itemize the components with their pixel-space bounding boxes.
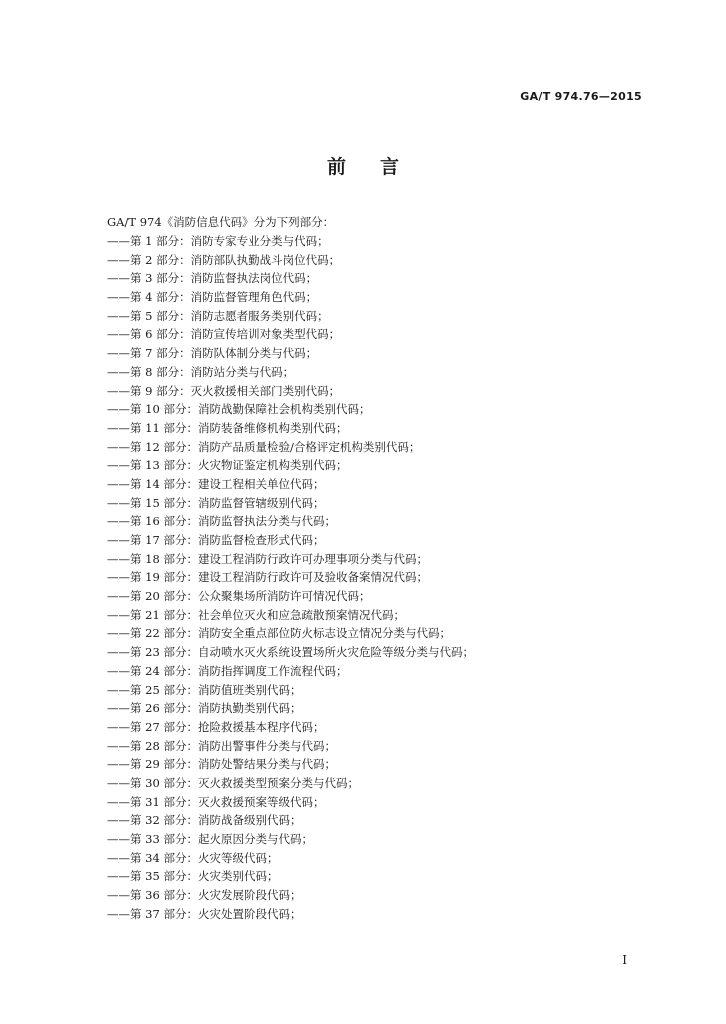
- list-item: ——第 6 部分：消防宣传培训对象类型代码；: [107, 327, 341, 342]
- parts-list: [107, 232, 474, 923]
- list-item: ——第 26 部分：消防执勤类别代码；: [107, 701, 302, 716]
- list-item: ——第 37 部分：火灾处置阶段代码；: [107, 906, 302, 921]
- list-item: ——第 16 部分：消防监督执法分类与代码；: [107, 514, 336, 529]
- list-item: ——第 4 部分：消防监督管理角色代码；: [107, 290, 318, 305]
- list-item: ——第 1 部分：消防专家专业分类与代码；: [107, 234, 329, 248]
- list-item: ——第 2 部分：消防部队执勤战斗岗位代码；: [107, 252, 341, 267]
- list-item: ——第 23 部分：自动喷水灭火系统设置场所火灾危险等级分类与代码；: [107, 645, 474, 660]
- list-item: ——第 31 部分：灭火救援预案等级代码；: [107, 794, 325, 809]
- list-item: ——第 27 部分：抢险救援基本程序代码；: [107, 719, 325, 734]
- list-item: ——第 33 部分：起火原因分类与代码；: [107, 832, 313, 846]
- list-item: ——第 20 部分：公众聚集场所消防许可情况代码；: [107, 589, 371, 604]
- list-item: ——第 13 部分：火灾物证鉴定机构类别代码；: [107, 458, 348, 473]
- list-item: ——第 14 部分：建设工程相关单位代码；: [107, 476, 325, 491]
- list-item: ——第 29 部分：消防处警结果分类与代码；: [107, 757, 336, 772]
- list-item: ——第 11 部分：消防装备维修机构类别代码；: [107, 420, 348, 435]
- list-item: ——第 7 部分：消防队体制分类与代码；: [107, 346, 318, 361]
- list-item: ——第 10 部分：消防战勤保障社会机构类别代码；: [107, 402, 371, 417]
- list-item: ——第 21 部分：社会单位灭火和应急疏散预案情况代码；: [107, 607, 405, 622]
- list-item: ——第 19 部分：建设工程消防行政许可及验收备案情况代码；: [107, 570, 428, 585]
- page-number: I: [622, 953, 627, 967]
- list-item: ——第 5 部分：消防志愿者服务类别代码；: [107, 308, 329, 323]
- intro-paragraph: GA/T 974《消防信息代码》分为下列部分：: [107, 215, 335, 229]
- list-item: ——第 36 部分：火灾发展阶段代码；: [107, 888, 302, 903]
- list-item: ——第 8 部分：消防站分类与代码；: [107, 364, 295, 379]
- page-title: 前言: [326, 156, 433, 178]
- list-item: ——第 32 部分：消防战备级别代码；: [107, 813, 302, 828]
- list-item: ——第 22 部分：消防安全重点部位防火标志设立情况分类与代码；: [107, 626, 451, 641]
- list-item: ——第 15 部分：消防监督管辖级别代码；: [107, 495, 325, 510]
- standard-number: GA/T 974.76—2015: [520, 90, 642, 103]
- list-item: ——第 30 部分：灭火救援类型预案分类与代码；: [107, 775, 359, 790]
- list-item: ——第 25 部分：消防值班类别代码；: [107, 682, 302, 697]
- list-item: ——第 18 部分：建设工程消防行政许可办理事项分类与代码；: [107, 551, 428, 566]
- list-item: ——第 9 部分：灭火救援相关部门类别代码；: [107, 383, 341, 398]
- list-item: ——第 24 部分：消防指挥调度工作流程代码；: [107, 663, 348, 678]
- list-item: ——第 34 部分：火灾等级代码；: [107, 850, 279, 865]
- list-item: ——第 17 部分：消防监督检查形式代码；: [107, 533, 325, 547]
- list-item: ——第 12 部分：消防产品质量检验/合格评定机构类别代码；: [107, 439, 421, 454]
- list-item: ——第 35 部分：火灾类别代码；: [107, 869, 279, 884]
- list-item: ——第 3 部分：消防监督执法岗位代码；: [107, 271, 318, 286]
- list-item: ——第 28 部分：消防出警事件分类与代码；: [107, 738, 336, 753]
